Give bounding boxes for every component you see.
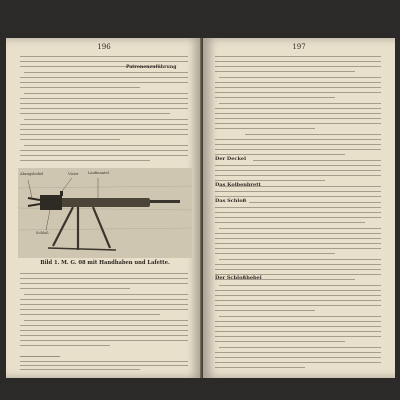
right-page xyxy=(203,38,395,378)
headword-right-3: Das Schloß xyxy=(215,198,247,204)
left-page xyxy=(6,38,202,378)
page-number-left: 196 xyxy=(97,43,111,51)
headword-right-2: Das Kolbenbrett xyxy=(215,182,261,188)
figure-label-trigger: Abzugshebel xyxy=(20,172,44,176)
machine-gun-figure xyxy=(18,168,192,258)
machine-gun-illustration xyxy=(18,168,192,258)
figure-label-sight: Visier xyxy=(68,172,79,176)
footnote-rule xyxy=(20,356,60,357)
figure-label-jacket: Laufmantel xyxy=(88,171,109,175)
headword-left-1: Patronenzuführung xyxy=(126,65,177,70)
headword-right-4: Der Schloßhebel xyxy=(215,275,262,281)
figure-label-lock: Schloß xyxy=(36,231,49,235)
figure-caption: Bild 1. M. G. 08 mit Handhaben und Lafette. xyxy=(40,260,170,266)
headword-right-1: Der Deckel xyxy=(215,156,246,162)
page-number-right: 197 xyxy=(292,43,306,51)
